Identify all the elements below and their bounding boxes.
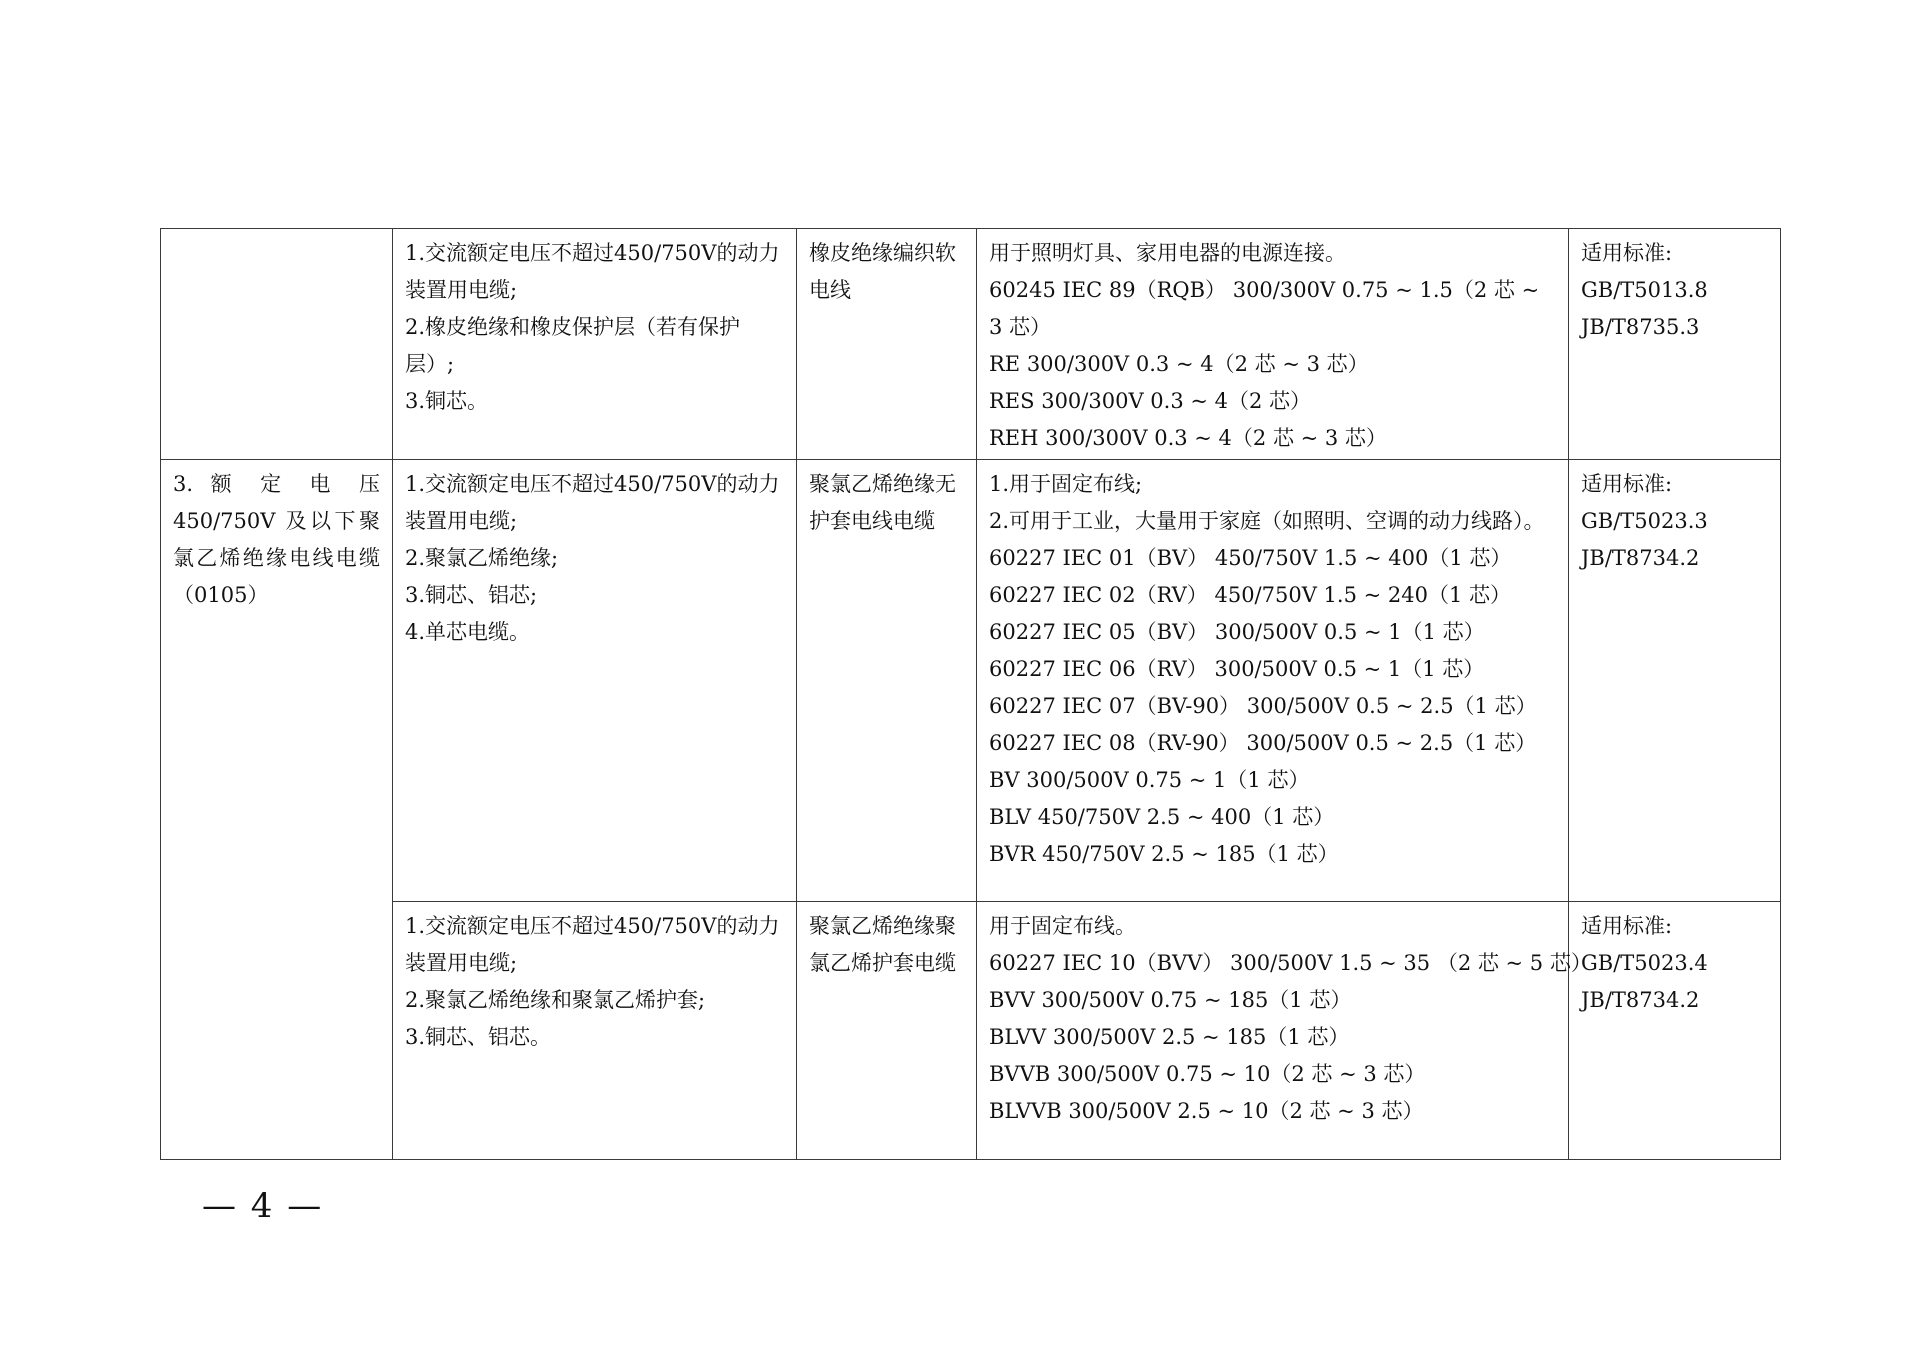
product-cell: 聚氯乙烯绝缘无护套电线电缆	[797, 460, 977, 902]
list-item: 60227 IEC 06（RV） 300/500V 0.5 ~ 1（1 芯）	[989, 657, 1485, 681]
standard-code: GB/T5023.3	[1581, 509, 1708, 533]
list-item: BLV 450/750V 2.5 ~ 400（1 芯）	[989, 805, 1335, 829]
specs-cell	[977, 902, 1592, 1160]
list-item: 2.可用于工业，大量用于家庭（如照明、空调的动力线路）。	[989, 509, 1545, 533]
list-item: 1.交流额定电压不超过450/750V的动力装置用电缆;	[405, 914, 780, 975]
list-item: 2.聚氯乙烯绝缘和聚氯乙烯护套;	[405, 988, 706, 1012]
features-cell	[393, 460, 797, 902]
list-item: BV 300/500V 0.75 ~ 1（1 芯）	[989, 768, 1310, 792]
list-item: BLVV 300/500V 2.5 ~ 185（1 芯）	[989, 1025, 1350, 1049]
list-item: 60227 IEC 05（BV） 300/500V 0.5 ~ 1（1 芯）	[989, 620, 1485, 644]
table-row	[161, 229, 1781, 460]
list-item: RES 300/300V 0.3 ~ 4（2 芯）	[989, 389, 1312, 413]
list-item: 用于固定布线。	[989, 914, 1136, 938]
features-cell	[393, 229, 797, 460]
standards-cell	[1569, 460, 1781, 902]
product-table	[160, 228, 1781, 1160]
list-item: 4.单芯电缆。	[405, 620, 531, 644]
standards-cell	[1569, 229, 1781, 460]
standard-code: GB/T5023.4	[1581, 951, 1708, 975]
list-item: 用于照明灯具、家用电器的电源连接。	[989, 241, 1346, 265]
category-cell: 3. 额 定 电 压 450/750V 及以下聚氯乙烯绝缘电线电缆（0105）	[161, 460, 393, 1160]
list-item: BLVVB 300/500V 2.5 ~ 10（2 芯 ~ 3 芯）	[989, 1099, 1424, 1123]
list-item: 2.聚氯乙烯绝缘;	[405, 546, 559, 570]
list-item: 2.橡皮绝缘和橡皮保护层（若有保护层）;	[405, 315, 741, 376]
list-item: 60227 IEC 07（BV-90） 300/500V 0.5 ~ 2.5（1 芯）	[989, 694, 1537, 718]
specs-cell	[977, 229, 1569, 460]
standard-code: JB/T8734.2	[1581, 988, 1700, 1012]
list-item: 60227 IEC 10（BVV） 300/500V 1.5 ~ 35 （2 芯 ~ 5 芯）	[989, 951, 1592, 975]
features-cell	[393, 902, 797, 1160]
standards-label: 适用标准:	[1581, 241, 1673, 265]
product-cell: 橡皮绝缘编织软电线	[797, 229, 977, 460]
list-item: 60227 IEC 08（RV-90） 300/500V 0.5 ~ 2.5（1 芯）	[989, 731, 1537, 755]
list-item: REH 300/300V 0.3 ~ 4（2 芯 ~ 3 芯）	[989, 426, 1387, 450]
standard-code: GB/T5013.8	[1581, 278, 1708, 302]
list-item: 60227 IEC 02（RV） 450/750V 1.5 ~ 240（1 芯）	[989, 583, 1512, 607]
standards-cell	[1569, 902, 1781, 1160]
standard-code: JB/T8735.3	[1581, 315, 1700, 339]
list-item: RE 300/300V 0.3 ~ 4（2 芯 ~ 3 芯）	[989, 352, 1369, 376]
list-item: 1.用于固定布线;	[989, 472, 1143, 496]
product-cell: 聚氯乙烯绝缘聚氯乙烯护套电缆	[797, 902, 977, 1160]
page-number: — 4 —	[202, 1186, 324, 1226]
standards-label: 适用标准:	[1581, 472, 1673, 496]
list-item: 3.铜芯。	[405, 389, 489, 413]
list-item: 3.铜芯、铝芯;	[405, 583, 538, 607]
list-item: 1.交流额定电压不超过450/750V的动力装置用电缆;	[405, 472, 780, 533]
list-item: 60245 IEC 89（RQB） 300/300V 0.75 ~ 1.5（2 芯 ~ 3 芯）	[989, 278, 1540, 339]
list-item: 1.交流额定电压不超过450/750V的动力装置用电缆;	[405, 241, 780, 302]
category-cell	[161, 229, 393, 460]
table-row	[161, 460, 1781, 902]
specs-cell	[977, 460, 1569, 902]
standard-code: JB/T8734.2	[1581, 546, 1700, 570]
list-item: BVR 450/750V 2.5 ~ 185（1 芯）	[989, 842, 1339, 866]
list-item: 3.铜芯、铝芯。	[405, 1025, 552, 1049]
list-item: 60227 IEC 01（BV） 450/750V 1.5 ~ 400（1 芯）	[989, 546, 1512, 570]
list-item: BVVB 300/500V 0.75 ~ 10（2 芯 ~ 3 芯）	[989, 1062, 1426, 1086]
table-row	[161, 902, 1781, 1160]
list-item: BVV 300/500V 0.75 ~ 185（1 芯）	[989, 988, 1352, 1012]
standards-label: 适用标准:	[1581, 914, 1673, 938]
